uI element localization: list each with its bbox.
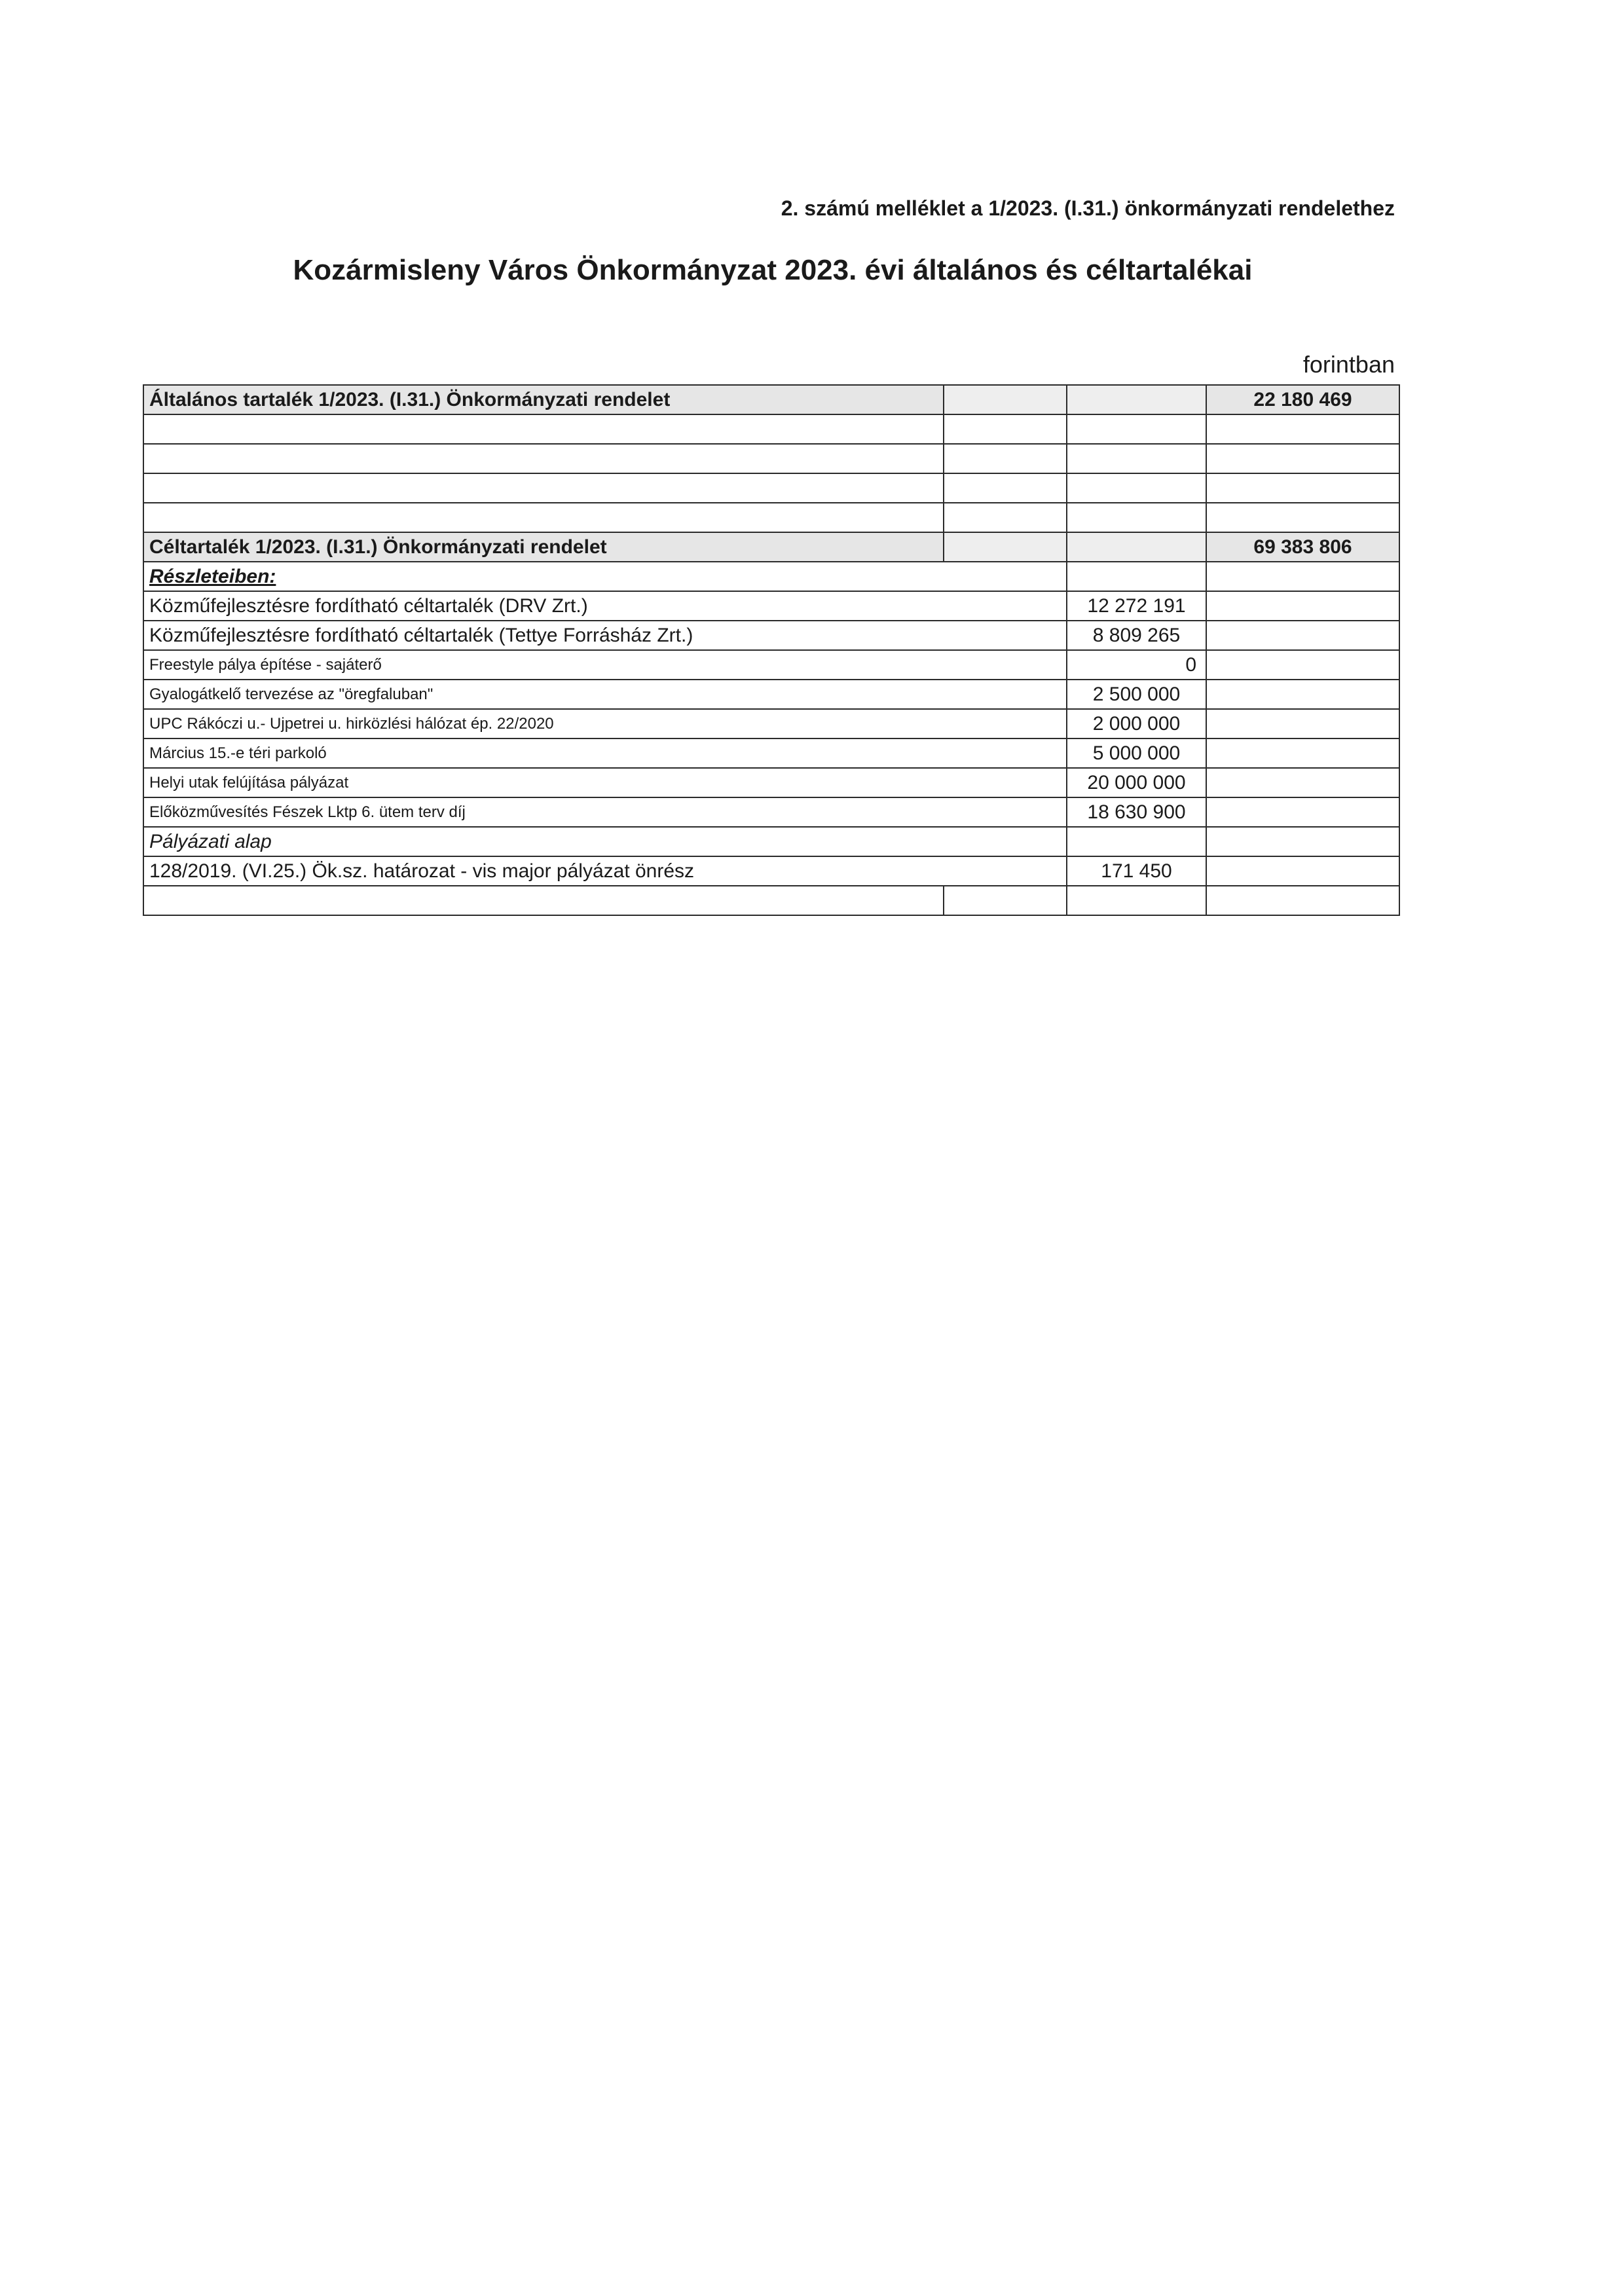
fund-amount: 171 450 — [1067, 856, 1206, 886]
target-reserve-total: 69 383 806 — [1206, 532, 1399, 562]
general-reserve-row — [143, 385, 1399, 414]
empty-row — [143, 414, 1399, 444]
detail-label: UPC Rákóczi u.- Ujpetrei u. hirközlési hálózat ép. 22/2020 — [143, 709, 1067, 738]
detail-label: Előközművesítés Fészek Lktp 6. ütem terv díj — [143, 797, 1067, 827]
detail-row — [143, 591, 1399, 621]
details-heading-row — [143, 562, 1399, 591]
detail-row — [143, 768, 1399, 797]
fund-heading: Pályázati alap — [149, 830, 272, 852]
detail-amount: 0 — [1067, 650, 1206, 680]
empty-cell — [944, 532, 1067, 562]
detail-row — [143, 650, 1399, 680]
detail-row — [143, 738, 1399, 768]
fund-heading-row — [143, 827, 1399, 856]
detail-row — [143, 621, 1399, 650]
fund-label: 128/2019. (VI.25.) Ök.sz. határozat - vis major pályázat önrész — [143, 856, 1067, 886]
empty-row — [143, 886, 1399, 915]
detail-amount: 18 630 900 — [1067, 797, 1206, 827]
document-title: Kozármisleny Város Önkormányzat 2023. évi általános és céltartalékai — [293, 254, 1253, 286]
detail-row — [143, 797, 1399, 827]
detail-label: Közműfejlesztésre fordítható céltartalék (DRV Zrt.) — [143, 591, 1067, 621]
empty-cell — [1067, 532, 1206, 562]
target-reserve-row — [143, 532, 1399, 562]
detail-label: Március 15.-e téri parkoló — [143, 738, 1067, 768]
detail-amount: 20 000 000 — [1067, 768, 1206, 797]
currency-unit-label: forintban — [1302, 351, 1395, 378]
target-reserve-label: Céltartalék 1/2023. (I.31.) Önkormányzati rendelet — [143, 532, 944, 562]
detail-row — [143, 709, 1399, 738]
empty-cell — [1067, 385, 1206, 414]
fund-row — [143, 856, 1399, 886]
detail-amount: 8 809 265 — [1067, 621, 1206, 650]
general-reserve-total: 22 180 469 — [1206, 385, 1399, 414]
detail-label: Freestyle pálya építése - sajáterő — [143, 650, 1067, 680]
detail-label: Helyi utak felújítása pályázat — [143, 768, 1067, 797]
detail-label: Gyalogátkelő tervezése az "öregfaluban" — [143, 680, 1067, 709]
empty-row — [143, 503, 1399, 532]
reserves-table — [143, 384, 1400, 916]
general-reserve-label: Általános tartalék 1/2023. (I.31.) Önkormányzati rendelet — [143, 385, 944, 414]
detail-amount: 2 500 000 — [1067, 680, 1206, 709]
detail-row — [143, 680, 1399, 709]
detail-amount: 12 272 191 — [1067, 591, 1206, 621]
empty-row — [143, 444, 1399, 473]
detail-amount: 5 000 000 — [1067, 738, 1206, 768]
detail-amount: 2 000 000 — [1067, 709, 1206, 738]
empty-cell — [944, 385, 1067, 414]
annex-reference: 2. számú melléklet a 1/2023. (I.31.) önkormányzati rendelethez — [781, 196, 1395, 220]
details-heading: Részleteiben: — [149, 565, 276, 587]
detail-label: Közműfejlesztésre fordítható céltartalék (Tettye Forrásház Zrt.) — [143, 621, 1067, 650]
empty-row — [143, 473, 1399, 503]
